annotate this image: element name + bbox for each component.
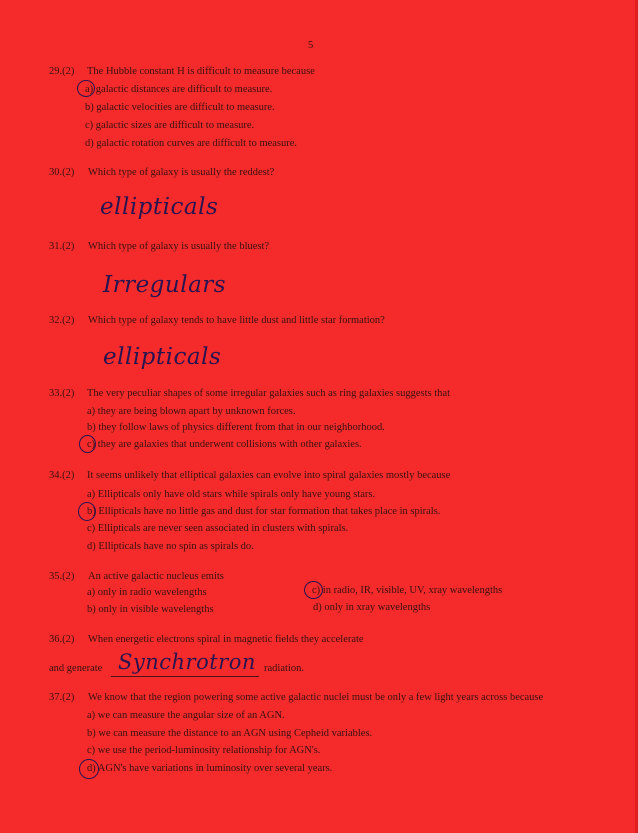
q34-option-a: a) Ellipticals only have old stars while spirals only have young stars.	[87, 489, 376, 500]
q34-stem: It seems unlikely that elliptical galaxies can evolve into spiral galaxies mostly because	[87, 470, 451, 481]
q35-stem: An active galactic nucleus emits	[88, 571, 224, 582]
q33-option-b: b) they follow laws of physics different from that in our neighborhood.	[87, 422, 385, 433]
q34-answer-circle	[78, 502, 96, 521]
q33-answer-circle	[79, 435, 96, 453]
q35-option-a: a) only in radio wavelengths	[87, 587, 207, 598]
q33-option-c: c) they are galaxies that underwent collisions with other galaxies.	[87, 439, 362, 450]
q35-option-b: b) only in visible wavelengths	[87, 604, 214, 615]
q31-stem: Which type of galaxy is usually the bluest?	[88, 241, 270, 252]
q33-stem: The very peculiar shapes of some irregular galaxies such as ring galaxies suggests that	[87, 388, 451, 399]
q35-answer-circle	[304, 581, 323, 599]
q34-option-b: b) Ellipticals have no little gas and dust for star formation that takes place in spirals.	[87, 506, 441, 517]
q35-option-d: d) only in xray wavelengths	[313, 602, 431, 613]
q34-label: 34.(2)	[49, 470, 75, 481]
q36-line2-before: and generate	[49, 663, 103, 674]
q34-option-d: d) Ellipticals have no spin as spirals do.	[87, 541, 254, 552]
q29-option-d: d) galactic rotation curves are difficult to measure.	[85, 138, 298, 149]
q37-label: 37.(2)	[49, 692, 75, 703]
page-number: 5	[308, 40, 314, 51]
q29-option-b: b) galactic velocities are difficult to measure.	[85, 102, 275, 113]
q33-label: 33.(2)	[49, 388, 75, 399]
q36-handwritten-answer: Synchrotron	[118, 650, 256, 674]
q29-option-a: a) galactic distances are difficult to measure.	[85, 84, 273, 95]
q36-stem: When energetic electrons spiral in magnetic fields they accelerate	[88, 634, 364, 645]
q31-handwritten-answer: Irregulars	[103, 272, 227, 298]
q33-option-a: a) they are being blown apart by unknown forces.	[87, 406, 296, 417]
q36-answer-blank	[111, 676, 259, 677]
q29-label: 29.(2)	[49, 66, 75, 77]
q35-option-c: c) in radio, IR, visible, UV, xray wavelengths	[312, 585, 503, 596]
q37-answer-circle	[79, 759, 99, 779]
q31-label: 31.(2)	[49, 241, 75, 252]
q37-option-b: b) we can measure the distance to an AGN using Cepheid variables.	[87, 728, 373, 739]
q37-option-c: c) we use the period-luminosity relationship for AGN's.	[87, 745, 321, 756]
q29-option-c: c) galactic sizes are difficult to measure.	[85, 120, 255, 131]
q37-option-a: a) we can measure the angular size of an AGN.	[87, 710, 285, 721]
q37-stem: We know that the region powering some active galactic nuclei must be only a few light years across because	[88, 692, 544, 703]
q32-handwritten-answer: ellipticals	[103, 344, 222, 370]
q34-option-c: c) Ellipticals are never seen associated in clusters with spirals.	[87, 523, 349, 534]
q32-label: 32.(2)	[49, 315, 75, 326]
q32-stem: Which type of galaxy tends to have little dust and little star formation?	[88, 315, 385, 326]
q29-stem: The Hubble constant H is difficult to measure because	[87, 66, 315, 77]
q37-option-d: d) AGN's have variations in luminosity over several years.	[87, 763, 333, 774]
q30-stem: Which type of galaxy is usually the reddest?	[88, 167, 275, 178]
q36-label: 36.(2)	[49, 634, 75, 645]
q30-label: 30.(2)	[49, 167, 75, 178]
q36-line2-after: radiation.	[264, 663, 304, 674]
q35-label: 35.(2)	[49, 571, 75, 582]
q30-handwritten-answer: ellipticals	[100, 194, 219, 220]
q29-answer-circle	[77, 80, 95, 97]
